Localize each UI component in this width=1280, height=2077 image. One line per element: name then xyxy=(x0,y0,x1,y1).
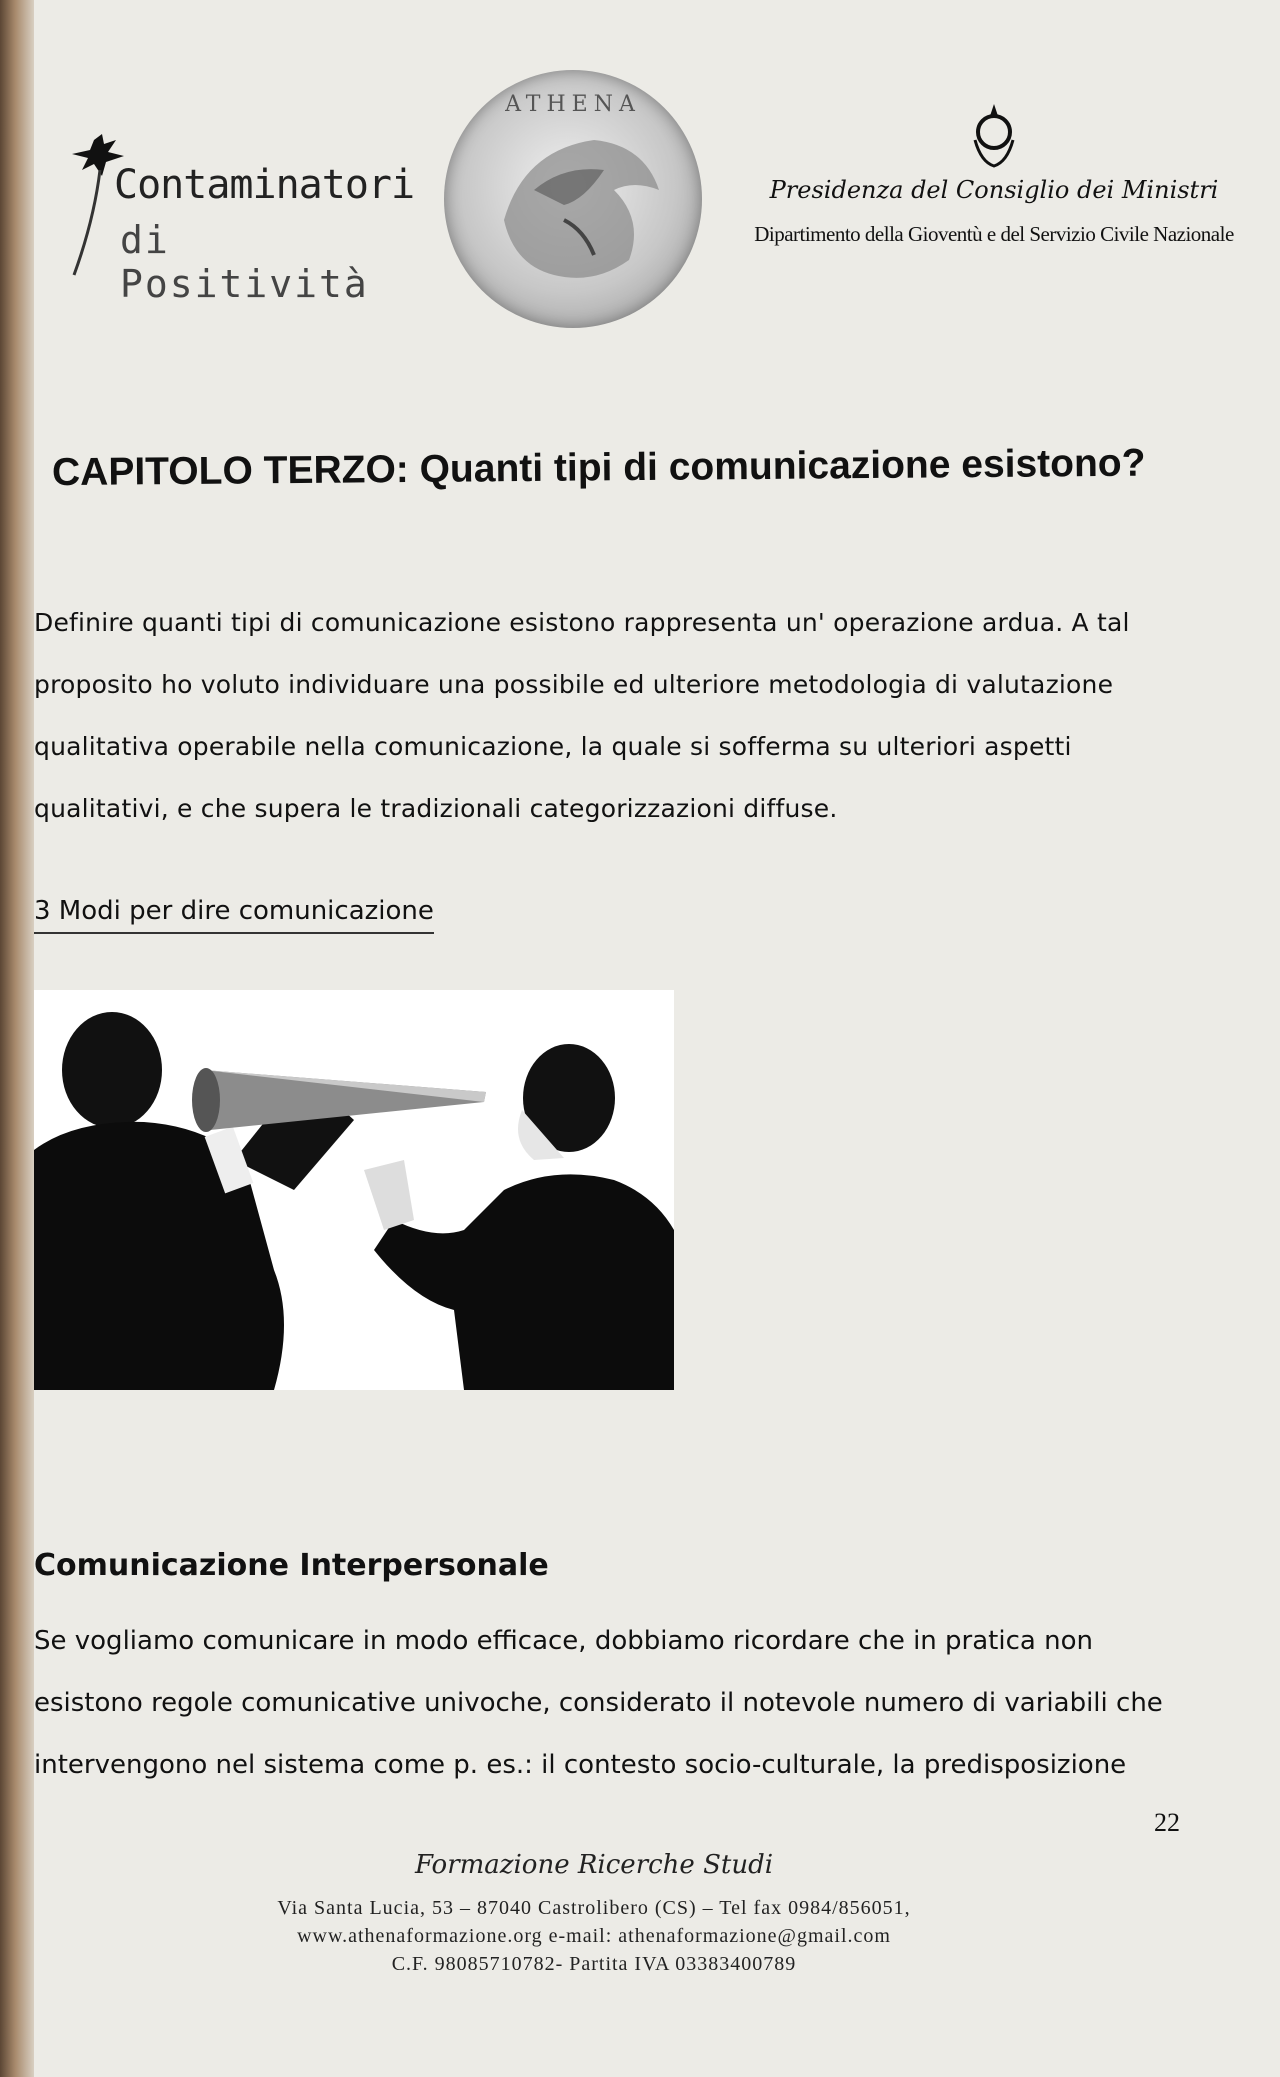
contaminatori-logo xyxy=(52,118,415,308)
intro-paragraph xyxy=(34,608,1214,856)
footer-web: www.athenaformazione.org e-mail: athenaformazione@gmail.com xyxy=(297,1925,891,1947)
republic-emblem-icon xyxy=(969,100,1019,170)
modes-subheading: 3 Modi per dire comunicazione xyxy=(34,896,434,934)
paragraph-line: Se vogliamo comunicare in modo efficace, dobbiamo ricordare che in pratica non xyxy=(34,1626,1093,1656)
book-spine-shadow xyxy=(0,0,34,2077)
presidenza-text: Presidenza del Consiglio dei Ministri xyxy=(769,176,1219,204)
page-number: 22 xyxy=(1154,1808,1180,1837)
chapter-title: CAPITOLO TERZO: Quanti tipi di comunicazione esistono? xyxy=(51,441,1146,495)
athena-medal-logo xyxy=(444,70,702,328)
section-heading: Comunicazione Interpersonale xyxy=(34,1548,549,1583)
government-logo-block xyxy=(734,100,1254,300)
dipartimento-text: Dipartimento della Gioventù e del Servizio Civile Nazionale xyxy=(754,222,1234,246)
footer-fiscal: C.F. 98085710782- Partita IVA 03383400789 xyxy=(391,1953,797,1975)
paragraph-line: qualitativa operabile nella comunicazione, la quale si sofferma su ulteriori aspetti xyxy=(34,732,1072,761)
paragraph-line: intervengono nel sistema come p. es.: il contesto socio-culturale, la predisposizione xyxy=(34,1750,1127,1780)
paragraph-line: Definire quanti tipi di comunicazione esistono rappresenta un' operazione ardua. A tal xyxy=(34,608,1130,637)
paragraph-line: esistono regole comunicative univoche, considerato il notevole numero di variabili che xyxy=(34,1688,1163,1718)
paragraph-line: proposito ho voluto individuare una possibile ed ulteriore metodologia di valutazione xyxy=(34,670,1114,699)
page-footer xyxy=(194,1850,994,1978)
footer-signature: Formazione Ricerche Studi xyxy=(414,1850,774,1880)
megaphone-illustration xyxy=(34,990,674,1390)
document-page xyxy=(34,0,1280,2077)
athena-profile-icon xyxy=(444,70,702,328)
footer-address: Via Santa Lucia, 53 – 87040 Castrolibero (CS) – Tel fax 0984/856051, xyxy=(277,1897,911,1919)
paragraph-line: qualitativi, e che supera le tradizionali categorizzazioni diffuse. xyxy=(34,794,838,823)
logo-line-2: di Positività xyxy=(120,218,369,306)
section-paragraph xyxy=(34,1626,1214,1812)
megaphone-scene-image xyxy=(34,990,674,1390)
logo-line-1: Contaminatori xyxy=(114,162,415,208)
medal-label: ATHENA xyxy=(505,92,641,117)
